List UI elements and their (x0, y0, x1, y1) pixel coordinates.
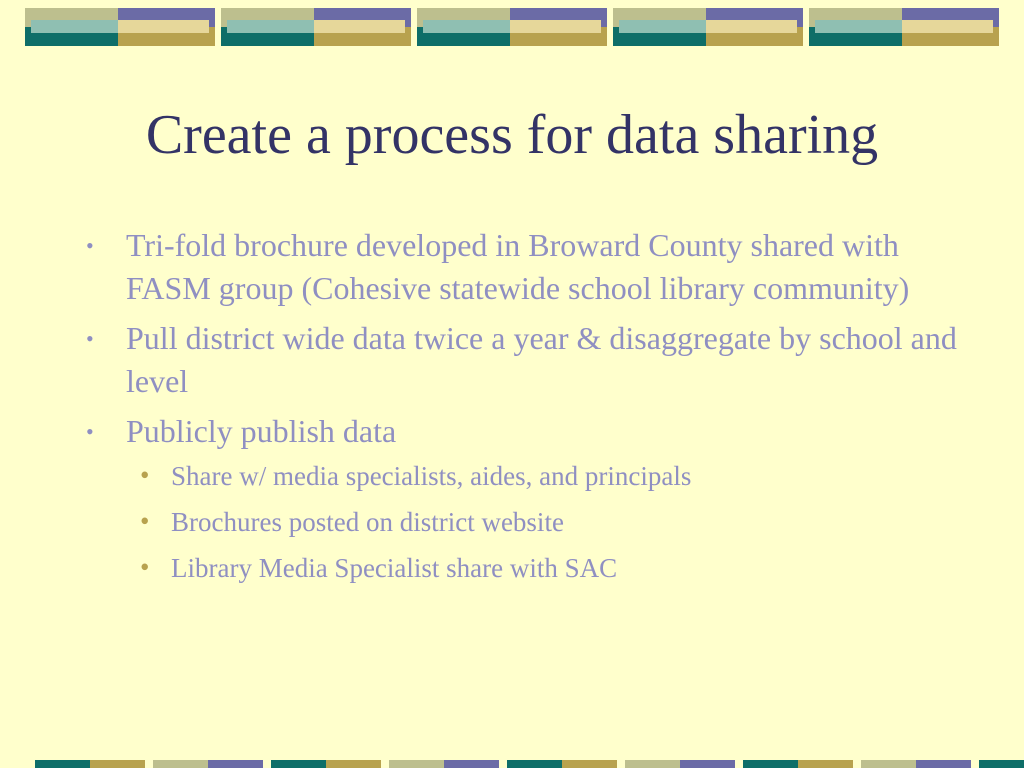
decorative-stripe-segment (271, 760, 326, 768)
sub-bullet-text: Share w/ media specialists, aides, and principals (171, 461, 692, 491)
slide-title: Create a process for data sharing (145, 104, 879, 166)
bullet-marker: • (86, 419, 94, 444)
sub-bullet-item (82, 453, 962, 499)
decorative-stripe-segment (208, 760, 263, 768)
top-decoration (0, 0, 1024, 50)
decorative-stripe-segment (979, 760, 1024, 768)
sub-bullet-list (82, 453, 962, 591)
decorative-stripe-segment (326, 760, 381, 768)
bullet-marker: • (86, 233, 94, 258)
decorative-stripe-segment (680, 760, 735, 768)
bullet-text: Publicly publish data (126, 413, 397, 449)
decorative-tile (417, 8, 607, 46)
decorative-stripe-segment (35, 760, 90, 768)
sub-bullet-marker: • (140, 460, 150, 490)
decorative-stripe-segment (153, 760, 208, 768)
decorative-stripe-segment (389, 760, 444, 768)
bullet-item (82, 410, 962, 453)
decorative-stripe-segment (444, 760, 499, 768)
decorative-stripe-segment (90, 760, 145, 768)
bottom-decoration (0, 760, 1024, 768)
decorative-tile (613, 8, 803, 46)
decorative-tile (221, 8, 411, 46)
sub-bullet-item (82, 499, 962, 545)
decorative-stripe-segment (625, 760, 680, 768)
sub-bullet-marker: • (140, 506, 150, 536)
decorative-stripe-segment (916, 760, 971, 768)
sub-bullet-text: Library Media Specialist share with SAC (171, 553, 618, 583)
bullet-item (82, 224, 962, 310)
decorative-stripe-segment (562, 760, 617, 768)
sub-bullet-item (82, 545, 962, 591)
bullet-item (82, 317, 962, 403)
decorative-stripe-segment (798, 760, 853, 768)
bullet-text: Pull district wide data twice a year & disaggregate by school and level (126, 320, 957, 399)
decorative-stripe-segment (507, 760, 562, 768)
decorative-stripe-segment (861, 760, 916, 768)
bullet-marker: • (86, 326, 94, 351)
bullet-text: Tri-fold brochure developed in Broward County shared with FASM group (Cohesive statewide school library community) (126, 227, 910, 306)
decorative-tile (809, 8, 999, 46)
slide-body (82, 224, 962, 591)
decorative-tile (25, 8, 215, 46)
sub-bullet-text: Brochures posted on district website (171, 507, 564, 537)
sub-bullet-marker: • (140, 552, 150, 582)
decorative-stripe-segment (743, 760, 798, 768)
